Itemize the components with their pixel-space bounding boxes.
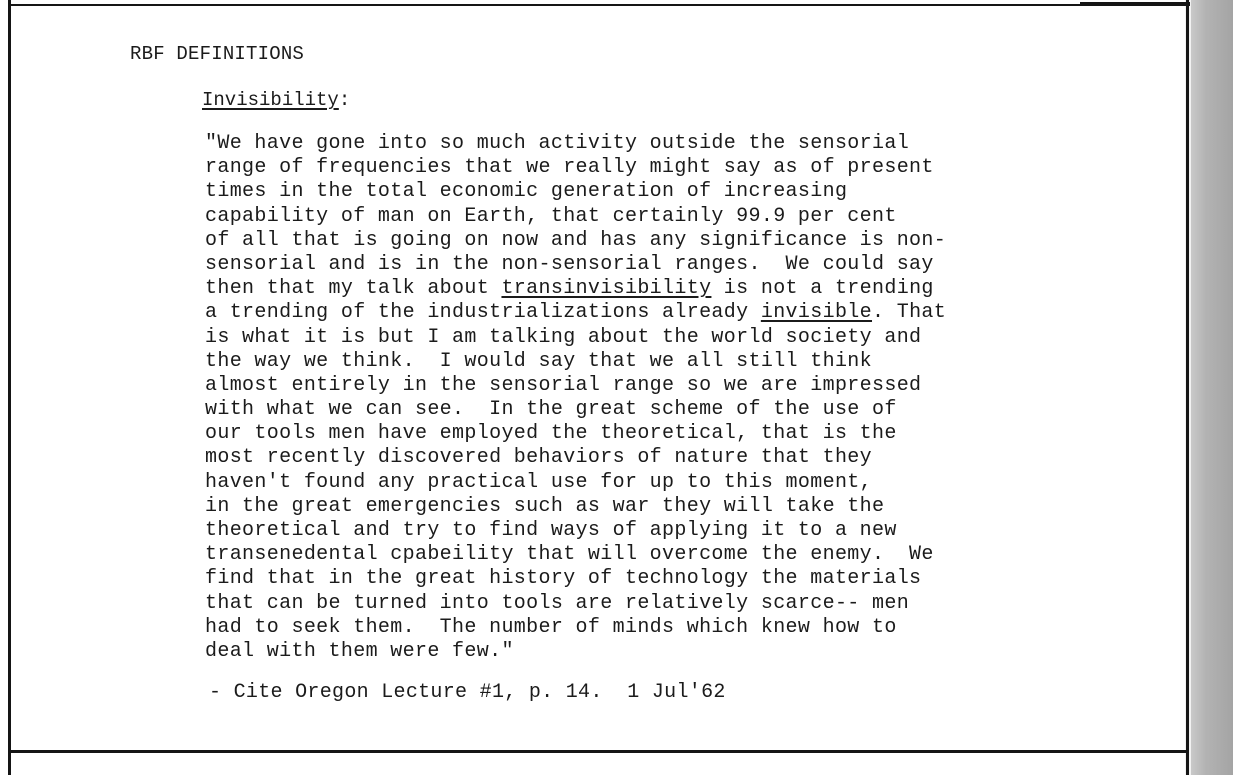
definition-term-text: Invisibility [202,89,339,111]
quote-line [205,301,1065,325]
quote-line: in the great emergencies such as war they will take the [205,494,885,518]
definition-term [202,89,350,111]
quote-line: of all that is going on now and has any significance is non- [205,228,947,252]
quote-line: range of frequencies that we really might say as of present [205,156,934,180]
quote-line: our tools men have employed the theoretical, that is the [205,422,897,446]
quote-text: . That [872,301,947,325]
scanner-edge [1191,0,1233,775]
quote-line: almost entirely in the sensorial range so we are impressed [205,373,922,397]
quote-line: haven't found any practical use for up to this moment, [205,470,873,494]
quote-text: is not a trending [711,277,934,301]
quote-line: "We have gone into so much activity outside the sensorial [205,132,910,155]
quote-line: find that in the great history of technology the materials [205,567,922,591]
citation: - Cite Oregon Lecture #1, p. 14. 1 Jul'62 [209,681,726,704]
quote-line: had to seek them. The number of minds which knew how to [205,615,897,639]
quote-line: that can be turned into tools are relatively scarce-- men [205,591,910,615]
quote-line: most recently discovered behaviors of nature that they [205,446,873,470]
card-header: RBF DEFINITIONS [130,43,305,65]
underlined-term-invisible: invisible [760,301,873,325]
quote-line: deal with them were few." [205,639,514,663]
quote-line: capability of man on Earth, that certainly 99.9 per cent [205,204,897,228]
quote-text: then that my talk about [205,277,502,301]
quote-line: theoretical and try to find ways of applying it to a new [205,519,897,542]
next-card-edge [8,753,1189,775]
underlined-term-transinvisibility: transinvisibility [501,277,712,301]
quote-line: transenedental cpabeility that will overcome the enemy. We [205,543,934,567]
quote-line: times in the total economic generation of increasing [205,180,848,204]
quote-line: with what we can see. In the great scheme of the use of [205,398,897,422]
definition-term-colon: : [338,89,351,111]
quote-text: a trending of the industrializations already [205,301,761,325]
quote-line [205,277,1065,301]
quote-line: sensorial and is in the non-sensorial ranges. We could say [205,252,934,276]
definition-quote [205,132,1065,664]
quote-line: the way we think. I would say that we all still think [205,349,873,373]
quote-line: is what it is but I am talking about the world society and [205,325,922,349]
